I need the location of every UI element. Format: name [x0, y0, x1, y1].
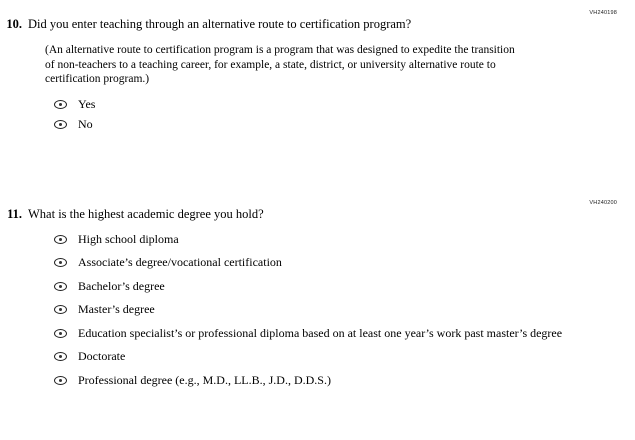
question-text-10: Did you enter teaching through an alternative route to certification program?: [28, 17, 412, 31]
answer-option[interactable]: [54, 97, 613, 112]
question-heading-11: [7, 206, 613, 222]
answer-option[interactable]: [54, 373, 613, 388]
answer-option-label: Doctorate: [78, 349, 126, 363]
answer-options-10: [54, 97, 613, 132]
answer-option[interactable]: [54, 349, 613, 364]
answer-option[interactable]: [54, 302, 613, 317]
radio-bubble-icon[interactable]: [54, 100, 67, 109]
radio-bubble-icon[interactable]: [54, 352, 67, 361]
radio-bubble-icon[interactable]: [54, 258, 67, 267]
answer-option-label: Professional degree (e.g., M.D., LL.B., J.D., D.D.S.): [78, 372, 331, 387]
question-number-10: 10.: [6, 17, 22, 31]
answer-option[interactable]: [54, 117, 613, 132]
question-block-11: [0, 206, 635, 388]
question-spacer: [0, 138, 635, 200]
answer-option[interactable]: [54, 279, 613, 294]
radio-bubble-icon[interactable]: [54, 120, 67, 129]
item-code-q10: VH240198: [589, 10, 617, 16]
answer-option[interactable]: [54, 326, 613, 341]
radio-bubble-icon[interactable]: [54, 329, 67, 338]
answer-option-label: Master’s degree: [78, 302, 155, 316]
answer-option-label: Yes: [78, 96, 96, 111]
answer-option-label: No: [78, 117, 93, 131]
page-top-spacer: [0, 0, 635, 10]
answer-option-label: Associate’s degree/vocational certification: [78, 255, 282, 269]
item-code-q11: VH240200: [589, 199, 617, 206]
question-number-11: 11.: [7, 206, 22, 221]
answer-option[interactable]: [54, 232, 613, 247]
answer-option-label: Bachelor’s degree: [78, 278, 165, 293]
answer-options-11: [54, 232, 613, 388]
radio-bubble-icon[interactable]: [54, 282, 67, 291]
question-heading-10: [6, 16, 613, 32]
answer-option-label: High school diploma: [78, 231, 179, 246]
answer-option-label: Education specialist’s or professional diploma based on at least one year’s work past master’s degree: [78, 325, 563, 340]
answer-option[interactable]: [54, 255, 613, 270]
question-parenthetical-10: (An alternative route to certification program is a program that was designed to expedite the transition of non-teachers to a teaching career, for example, a state, district, or university alternative route to certification program.): [45, 44, 515, 85]
radio-bubble-icon[interactable]: [54, 305, 67, 314]
question-text-11: What is the highest academic degree you hold?: [28, 206, 264, 221]
radio-bubble-icon[interactable]: [54, 235, 67, 244]
radio-bubble-icon[interactable]: [54, 376, 67, 385]
question-block-10: [0, 16, 635, 132]
